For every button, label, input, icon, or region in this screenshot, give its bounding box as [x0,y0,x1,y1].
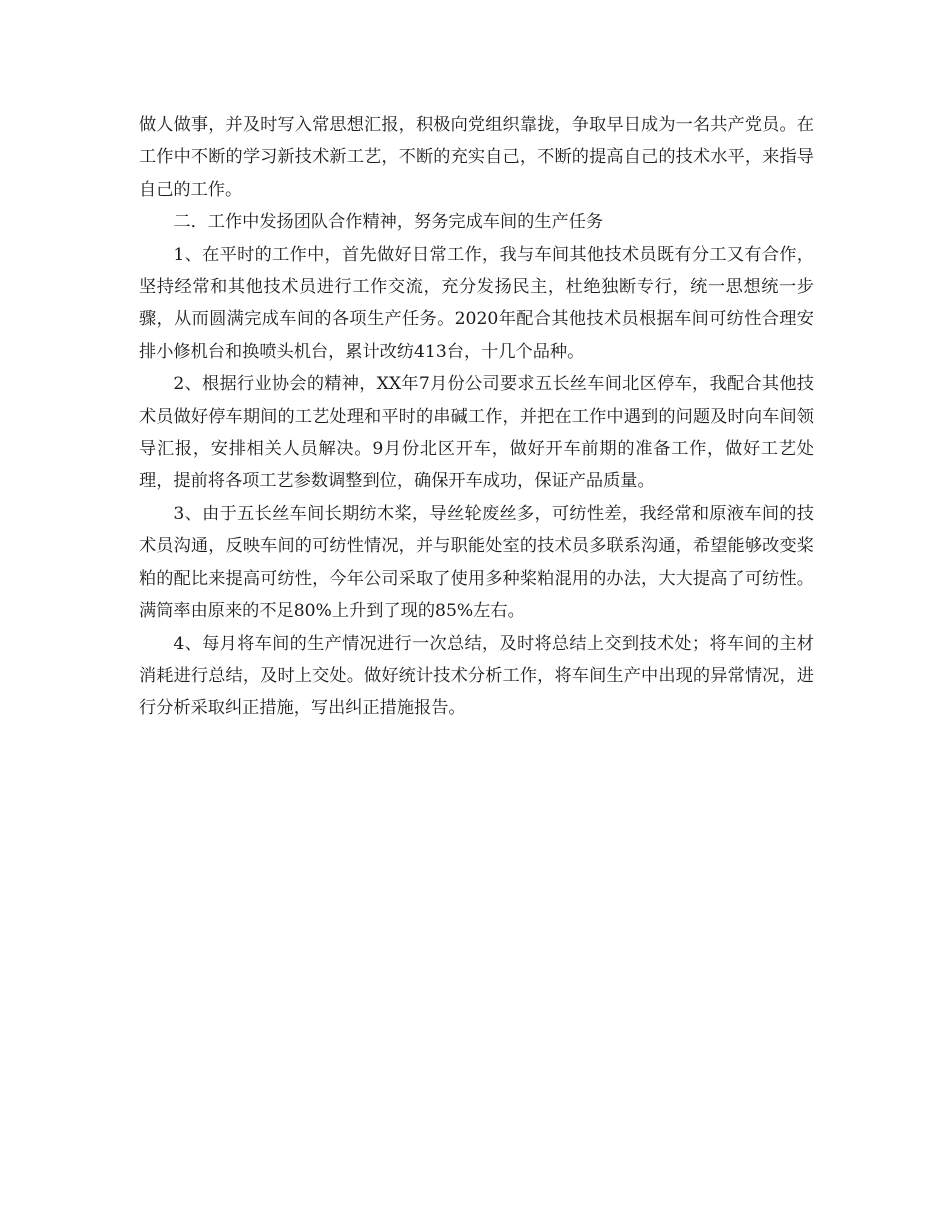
paragraph-item-1: 1、在平时的工作中，首先做好日常工作，我与车间其他技术员既有分工又有合作，坚持经常和其他技术员进行工作交流，充分发扬民主，杜绝独断专行，统一思想统一步骤，从而圆满完成车间的各项生产任务。2020年配合其他技术员根据车间可纺性合理安排小修机台和换喷头机台，累计改纺413台，十几个品种。 [139,244,814,362]
paragraph-item-3: 3、由于五长丝车间长期纺木桨，导丝轮废丝多，可纺性差，我经常和原液车间的技术员沟通，反映车间的可纺性情况，并与职能处室的技术员多联系沟通，希望能够改变桨粕的配比来提高可纺性，今年公司采取了使用多种桨粕混用的办法，大大提高了可纺性。满筒率由原来的不足80%上升到了现的85%左右。 [139,503,814,622]
paragraph-item-2: 2、根据行业协会的精神，XX年7月份公司要求五长丝车间北区停车，我配合其他技术员做好停车期间的工艺处理和平时的串碱工作，并把在工作中遇到的问题及时向车间领导汇报，安排相关人员解决。9月份北区开车，做好开车前期的准备工作，做好工艺处理，提前将各项工艺参数调整到位，确保开车成功，保证产品质量。 [139,374,814,492]
paragraph-item-4: 4、每月将车间的生产情况进行一次总结，及时将总结上交到技术处；将车间的主材消耗进行总结，及时上交处。做好统计技术分析工作，将车间生产中出现的异常情况，进行分析采取纠正措施，写出纠正措施报告。 [139,633,814,719]
document-body [139,109,814,725]
section-heading: 二．工作中发扬团队合作精神，努务完成车间的生产任务 [173,212,604,233]
paragraph-continuation: 做人做事，并及时写入常思想汇报，积极向党组织靠拢，争取早日成为一名共产党员。在工作中不断的学习新技术新工艺，不断的充实自己，不断的提高自己的技术水平，来指导自己的工作。 [139,115,814,200]
